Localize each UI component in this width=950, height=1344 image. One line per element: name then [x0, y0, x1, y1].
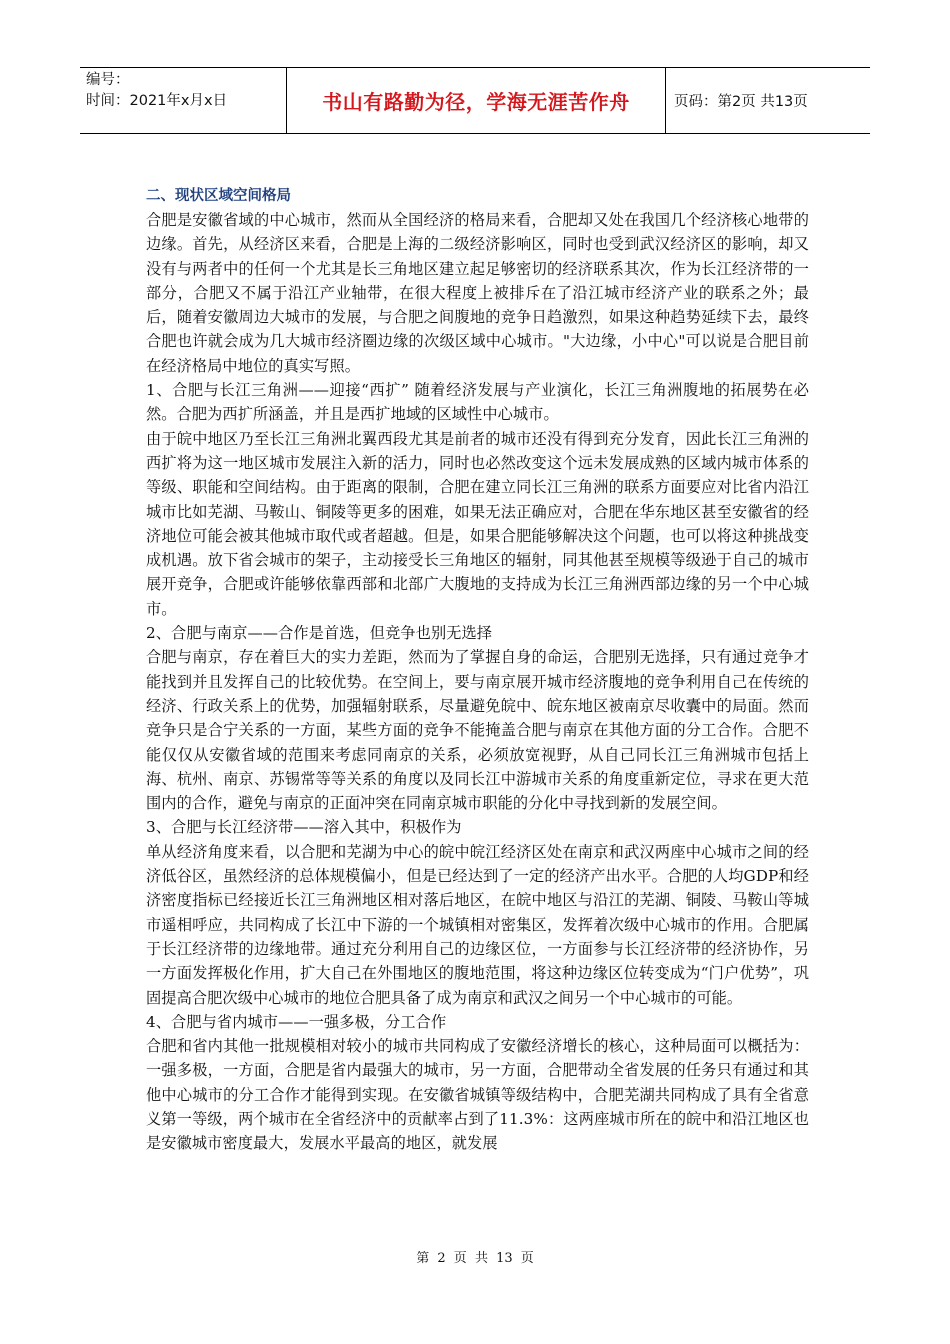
footer-total-pages: 13	[496, 1251, 513, 1266]
header-motto: 书山有路勤为径，学海无涯苦作舟	[287, 68, 666, 133]
paragraph-intro: 合肥是安徽省域的中心城市，然而从全国经济的格局来看，合肥却又处在我国几个经济核心地带的边缘。首先，从经济区来看，合肥是上海的二级经济影响区，同时也受到武汉经济区的影响，却又没有与两者中的任何一个尤其是长三角地区建立起足够密切的经济联系其次，作为长江经济带的一部分，合肥又不属于沿江产业轴带，在很大程度上被排斥在了沿江城市经济产业的联系之外；最后，随着安徽周边大城市的发展，与合肥之间腹地的竞争日趋激烈，如果这种趋势延续下去，最终合肥也许就会成为几大城市经济圈边缘的次级区域中心城市。"大边缘，小中心"可以说是合肥目前在经济格局中地位的真实写照。	[146, 211, 809, 375]
footer-di: 第	[416, 1251, 430, 1266]
paragraph-yangtze-delta: 由于皖中地区乃至长江三角洲北翼西段尤其是前者的城市还没有得到充分发育，因此长江三角洲的西扩将为这一地区城市发展注入新的活力，同时也必然改变这个远未发展成熟的区域内城市体系的等级、职能和空间结构。由于距离的限制，合肥在建立同长江三角洲的联系方面要应对比省内沿江城市比如芜湖、马鞍山、铜陵等更多的困难，如果无法正确应对，合肥在华东地区甚至安徽省的经济地位可能会被其他城市取代或者超越。但是，如果合肥能够解决这个问题，也可以将这种挑战变成机遇。放下省会城市的架子，主动接受长三角地区的辐射，同其他甚至规模等级逊于自己的城市展开竞争，合肥或许能够依靠西部和北部广大腹地的支持成为长江三角洲西部边缘的另一个中心城市。	[146, 429, 809, 618]
footer-ye-2: 页	[520, 1251, 534, 1266]
paragraph-provincial-cities: 合肥和省内其他一批规模相对较小的城市共同构成了安徽经济增长的核心，这种局面可以概括为：一强多极，一方面，合肥是省内最强大的城市，另一方面，合肥带动全省发展的任务只有通过和其他中心城市的分工合作才能得到实现。在安徽省城镇等级结构中，合肥芜湖共同构成了具有全省意义第一等级，两个城市在全省经济中的贡献率占到了11.3%：这两座城市所在的皖中和沿江地区也是安徽城市密度最大，发展水平最高的地区，就发展	[146, 1037, 809, 1153]
footer-ye: 页	[453, 1251, 467, 1266]
document-date: 时间：2021年x月x日	[86, 93, 228, 109]
footer-page-number: 2	[437, 1251, 446, 1266]
paragraph-yangtze-belt: 单从经济角度来看，以合肥和芜湖为中心的皖中皖江经济区处在南京和武汉两座中心城市之间的经济低谷区，虽然经济的总体规模偏小，但是已经达到了一定的经济产出水平。合肥的人均GDP和经济密度指标已经接近长江三角洲地区相对落后地区，在皖中地区与沿江的芜湖、铜陵、马鞍山等城市遥相呼应，共同构成了长江中下游的一个城镇相对密集区，发挥着次级中心城市的作用。合肥属于长江经济带的边缘地带。通过充分利用自己的边缘区位，一方面参与长江经济带的经济协作，另一方面发挥极化作用，扩大自己在外围地区的腹地范围，将这种边缘区位转变成为“门户优势”，巩固提高合肥次级中心城市的地位合肥具备了成为南京和武汉之间另一个中心城市的可能。	[146, 842, 809, 1007]
footer-gong: 共	[474, 1251, 488, 1266]
header-meta-cell	[80, 68, 287, 133]
document-number-label: 编号：	[86, 72, 130, 88]
paragraph-subheading-4: 4、合肥与省内城市——一强多极，分工合作	[146, 1012, 447, 1031]
document-body	[146, 184, 809, 1156]
header-page-info: 页码：第2页 共13页	[674, 94, 808, 110]
paragraph-nanjing: 合肥与南京，存在着巨大的实力差距，然而为了掌握自身的命运，合肥别无选择，只有通过竞争才能找到并且发挥自己的比较优势。在空间上，要与南京展开城市经济腹地的竞争利用自己在传统的经济、行政关系上的优势，加强辐射联系，尽量避免皖中、皖东地区被南京尽收囊中的局面。然而竞争只是合宁关系的一方面，某些方面的竞争不能掩盖合肥与南京在其他方面的分工合作。合肥不能仅仅从安徽省域的范围来考虑同南京的关系，必须放宽视野，从自己同长江三角洲城市包括上海、杭州、南京、苏锡常等等关系的角度以及同长江中游城市关系的角度重新定位，寻求在更大范围内的合作，避免与南京的正面冲突在同南京城市职能的分化中寻找到新的发展空间。	[146, 648, 809, 813]
document-header	[80, 67, 870, 134]
paragraph-subheading-1: 1、合肥与长江三角洲——迎接“西扩” 随着经济发展与产业演化，长江三角洲腹地的拓展势在必然。合肥为西扩所涵盖，并且是西扩地域的区域性中心城市。	[146, 381, 809, 424]
paragraph-subheading-3: 3、合肥与长江经济带——溶入其中，积极作为	[146, 818, 462, 837]
section-title: 二、现状区域空间格局	[146, 188, 291, 204]
page-footer	[0, 1247, 950, 1266]
paragraph-subheading-2: 2、合肥与南京——合作是首选，但竞争也别无选择	[146, 624, 493, 643]
